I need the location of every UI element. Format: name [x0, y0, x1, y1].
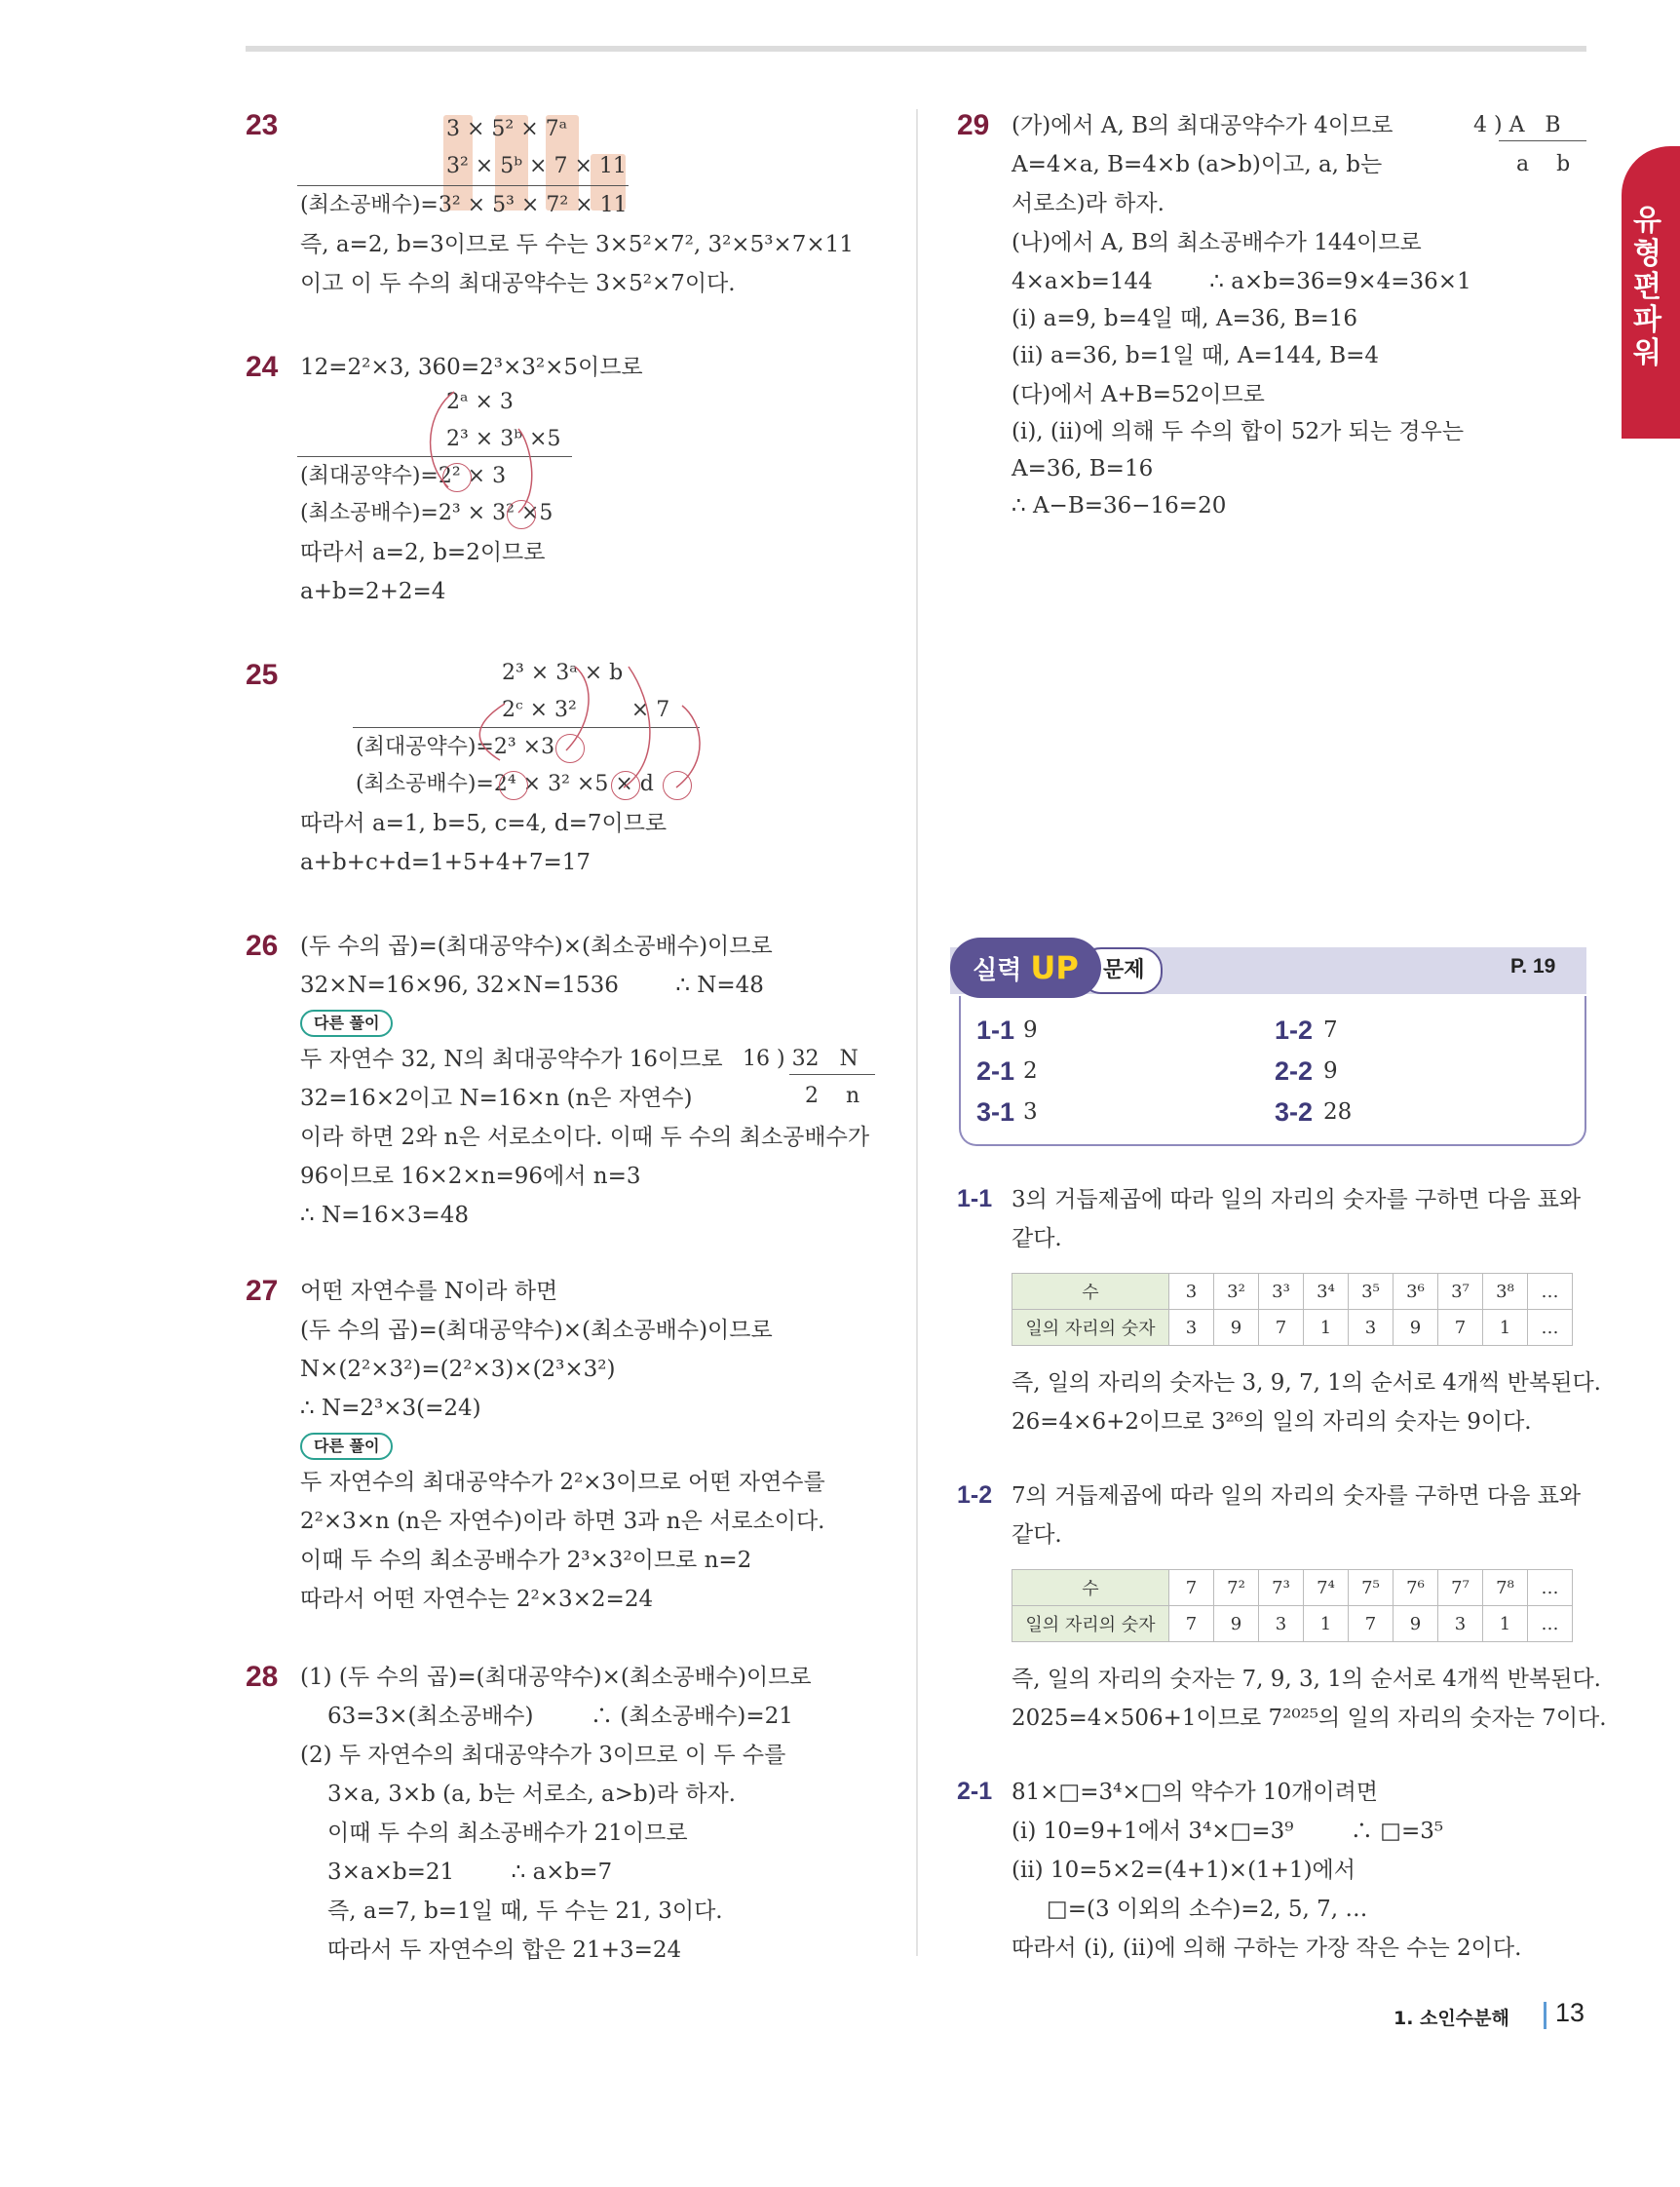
table-cell: 7 [1169, 1606, 1214, 1642]
answer-key: 2-2 [1275, 1056, 1314, 1086]
answer-key: 1-2 [1275, 1016, 1314, 1045]
text-line: 이때 두 수의 최소공배수가 21이므로 [327, 1821, 688, 1846]
answer-value: 7 [1323, 1017, 1338, 1043]
solution-key: 1-1 [957, 1185, 993, 1212]
text-line: a+b+c+d=1+5+4+7=17 [300, 850, 592, 875]
calc-row: 3 × 5² × 7ᵃ [446, 117, 568, 141]
table-cell: 7⁸ [1483, 1570, 1528, 1606]
text-line: 이고 이 두 수의 최대공약수는 3×5²×7이다. [300, 271, 736, 296]
table-cell: 3 [1259, 1606, 1304, 1642]
text-line: ∴ N=2³×3(=24) [300, 1396, 481, 1421]
table-cell: 3⁴ [1304, 1274, 1349, 1310]
answer-value: 28 [1323, 1099, 1353, 1125]
text-line: 32=16×2이고 N=16×n (n은 자연수) [300, 1086, 693, 1111]
table-cell: 9 [1214, 1310, 1259, 1346]
table-cell: … [1528, 1274, 1573, 1310]
answer-value: 9 [1323, 1058, 1338, 1084]
text-line: (두 수의 곱)=(최대공약수)×(최소공배수)이므로 [300, 1318, 773, 1343]
alt-solution-tag: 다른 풀이 [300, 1433, 393, 1460]
table-cell: 7³ [1259, 1570, 1304, 1606]
table-cell: 9 [1394, 1606, 1438, 1642]
text-line: 따라서 (ⅰ), (ⅱ)에 의해 구하는 가장 작은 수는 2이다. [1012, 1936, 1522, 1961]
answer-key: 3-2 [1275, 1097, 1314, 1127]
table-cell: 1 [1483, 1310, 1528, 1346]
arrow-curve [479, 704, 505, 760]
arrow-curve [566, 667, 589, 750]
text-line: 이라 하면 2와 n은 서로소이다. 이때 두 수의 최소공배수가 [300, 1125, 870, 1150]
table-cell: 3⁶ [1394, 1274, 1438, 1310]
text-line: 따라서 어떤 자연수는 2²×3×2=24 [300, 1587, 654, 1612]
calc-row: 2ᵃ × 3 [446, 390, 514, 414]
text-line: 3×a, 3×b (a, b는 서로소, a>b)라 하자. [327, 1782, 736, 1807]
text-line: (가)에서 A, B의 최대공약수가 4이므로 [1012, 113, 1394, 138]
text-line: 두 자연수의 최대공약수가 2²×3이므로 어떤 자연수를 [300, 1470, 825, 1495]
text-line: 즉, 일의 자리의 숫자는 3, 9, 7, 1의 순서로 4개씩 반복된다. [1012, 1370, 1601, 1396]
table-cell: 3 [1438, 1606, 1483, 1642]
text-line: 서로소)라 하자. [1012, 191, 1165, 216]
problem-number: 25 [246, 659, 279, 691]
division-bottom: 2 n [805, 1084, 860, 1108]
text-line: 26=4×6+2이므로 3²⁶의 일의 자리의 숫자는 9이다. [1012, 1409, 1532, 1435]
answer-value: 9 [1023, 1017, 1038, 1043]
division-rule [1499, 140, 1586, 141]
text-line: 7의 거듭제곱에 따라 일의 자리의 숫자를 구하면 다음 표와 [1012, 1483, 1582, 1509]
calc-row: 2³ × 3ᵇ ×5 [446, 427, 561, 451]
text-line: 2²×3×n (n은 자연수)이라 하면 3과 n은 서로소이다. [300, 1509, 825, 1534]
text-line: 즉, a=2, b=3이므로 두 수는 3×5²×7², 3²×5³×7×11 [300, 232, 854, 257]
table-cell: 3 [1169, 1310, 1214, 1346]
text-line: 즉, 일의 자리의 숫자는 7, 9, 3, 1의 순서로 4개씩 반복된다. [1012, 1667, 1601, 1692]
chapter-title: 1. 소인수분해 [1394, 2008, 1509, 2029]
table-cell: 7 [1169, 1570, 1214, 1606]
division-rule [789, 1074, 875, 1075]
table-header: 일의 자리의 숫자 [1012, 1606, 1169, 1642]
text-line: 따라서 a=1, b=5, c=4, d=7이므로 [300, 811, 668, 836]
solution-key: 2-1 [957, 1778, 993, 1805]
text-line: a+b=2+2=4 [300, 579, 446, 604]
upgrade-label [950, 938, 1101, 998]
problem-number: 29 [957, 109, 990, 141]
table-cell: 7 [1259, 1310, 1304, 1346]
division-bottom: a b [1516, 152, 1571, 176]
division-top: 16 ) 32 N [743, 1047, 859, 1071]
table-cell: 3⁵ [1349, 1274, 1394, 1310]
calc-row: (최소공배수)=2⁴ × 3² ×5 × d [356, 772, 654, 796]
problem-number: 27 [246, 1275, 279, 1307]
table-cell: 3 [1169, 1274, 1214, 1310]
text-line: 96이므로 16×2×n=96에서 n=3 [300, 1164, 641, 1189]
calc-row: (최대공약수)=2² × 3 [300, 464, 507, 488]
text-line: (ⅰ) a=9, b=4일 때, A=36, B=16 [1012, 306, 1358, 331]
text-line: □=(3 이외의 소수)=2, 5, 7, … [1047, 1897, 1368, 1922]
answer-value: 3 [1023, 1099, 1038, 1125]
text-line: (나)에서 A, B의 최소공배수가 144이므로 [1012, 230, 1422, 255]
arrow-curve [431, 392, 454, 487]
arrow-curve [624, 667, 650, 787]
table-cell: … [1528, 1310, 1573, 1346]
answer-key: 1-1 [976, 1016, 1015, 1045]
text-line: 81×□=3⁴×□의 약수가 10개이려면 [1012, 1780, 1379, 1805]
table-cell: 7 [1349, 1606, 1394, 1642]
text-line: (1) (두 수의 곱)=(최대공약수)×(최소공배수)이므로 [300, 1665, 812, 1690]
text-line: 4×a×b=144 ∴ a×b=36=9×4=36×1 [1012, 269, 1471, 294]
table-cell: … [1528, 1570, 1573, 1606]
table-cell: 3⁷ [1438, 1274, 1483, 1310]
upgrade-sublabel: 문제 [1080, 947, 1163, 994]
table-cell: 3 [1349, 1310, 1394, 1346]
text-line: A=36, B=16 [1012, 456, 1154, 481]
text-line: 32×N=16×96, 32×N=1536 ∴ N=48 [300, 973, 764, 998]
table-cell: … [1528, 1606, 1573, 1642]
side-tab-label: 유형편 파워 [1633, 204, 1661, 370]
upgrade-label-text: 실력 [973, 956, 1022, 985]
calc-row: (최대공약수)=2³ ×3 [356, 735, 555, 759]
alt-solution-tag: 다른 풀이 [300, 1010, 393, 1037]
calc-row: (최소공배수)=3² × 5³ × 7² × 11 [300, 193, 628, 217]
text-line: (ⅰ), (ⅱ)에 의해 두 수의 합이 52가 되는 경우는 [1012, 419, 1465, 444]
upgrade-page-ref: P. 19 [1510, 955, 1556, 978]
table-cell: 7² [1214, 1570, 1259, 1606]
text-line: 63=3×(최소공배수) ∴ (최소공배수)=21 [327, 1704, 793, 1729]
table-cell: 7⁶ [1394, 1570, 1438, 1606]
table-cell: 9 [1214, 1606, 1259, 1642]
answer-key: 3-1 [976, 1097, 1015, 1127]
table-header: 수 [1012, 1570, 1169, 1606]
text-line: 따라서 a=2, b=2이므로 [300, 540, 546, 565]
text-line: (ⅱ) a=36, b=1일 때, A=144, B=4 [1012, 343, 1380, 368]
table-cell: 7⁵ [1349, 1570, 1394, 1606]
arrow-curve [518, 429, 532, 513]
footer-separator [1544, 2002, 1546, 2029]
text-line: (ⅱ) 10=5×2=(4+1)×(1+1)에서 [1012, 1858, 1355, 1883]
text-line: 12=2²×3, 360=2³×3²×5이므로 [300, 355, 643, 380]
answer-box [959, 996, 1586, 1146]
text-line: (2) 두 자연수의 최대공약수가 3이므로 이 두 수를 [300, 1743, 786, 1768]
problem-number: 28 [246, 1661, 279, 1693]
text-line: 이때 두 수의 최소공배수가 2³×3²이므로 n=2 [300, 1548, 752, 1573]
table-cell: 1 [1483, 1606, 1528, 1642]
units-digit-table [1012, 1569, 1573, 1642]
table-cell: 7 [1438, 1310, 1483, 1346]
table-cell: 3³ [1259, 1274, 1304, 1310]
text-line: 같다. [1012, 1522, 1062, 1548]
text-line: A=4×a, B=4×b (a>b)이고, a, b는 [1012, 152, 1383, 177]
arrow-curve [676, 706, 700, 787]
table-cell: 7⁷ [1438, 1570, 1483, 1606]
text-line: 따라서 두 자연수의 합은 21+3=24 [327, 1938, 682, 1963]
problem-number: 26 [246, 930, 279, 962]
text-line: 두 자연수 32, N의 최대공약수가 16이므로 [300, 1047, 723, 1072]
text-line: (두 수의 곱)=(최대공약수)×(최소공배수)이므로 [300, 934, 773, 959]
text-line: ∴ N=16×3=48 [300, 1203, 470, 1228]
table-cell: 1 [1304, 1310, 1349, 1346]
text-line: N×(2²×3²)=(2²×3)×(2³×3²) [300, 1357, 616, 1382]
text-line: 3×a×b=21 ∴ a×b=7 [327, 1860, 613, 1885]
table-cell: 1 [1304, 1606, 1349, 1642]
text-line: (ⅰ) 10=9+1에서 3⁴×□=3⁹ ∴ □=3⁵ [1012, 1819, 1444, 1844]
text-line: 어떤 자연수를 N이라 하면 [300, 1279, 558, 1304]
table-cell: 9 [1394, 1310, 1438, 1346]
text-line: 같다. [1012, 1226, 1062, 1251]
table-header: 수 [1012, 1274, 1169, 1310]
problem-number: 24 [246, 351, 279, 383]
problem-number: 23 [246, 109, 279, 141]
text-line: 3의 거듭제곱에 따라 일의 자리의 숫자를 구하면 다음 표와 [1012, 1187, 1582, 1212]
table-header: 일의 자리의 숫자 [1012, 1310, 1169, 1346]
answer-key: 2-1 [976, 1056, 1015, 1086]
text-line: 2025=4×506+1이므로 7²⁰²⁵의 일의 자리의 숫자는 7이다. [1012, 1706, 1607, 1731]
answer-value: 2 [1023, 1058, 1038, 1084]
calc-row: (최소공배수)=2³ × 3² ×5 [300, 501, 554, 525]
table-cell: 3⁸ [1483, 1274, 1528, 1310]
text-line: (다)에서 A+B=52이므로 [1012, 382, 1265, 407]
calc-row: 3² × 5ᵇ × 7 × 11 [446, 154, 627, 178]
solution-key: 1-2 [957, 1481, 993, 1509]
division-top: 4 ) A B [1473, 113, 1561, 137]
calc-row: 2ᶜ × 3² × 7 [502, 698, 670, 722]
page-number: 13 [1555, 1998, 1585, 2027]
table-cell: 3² [1214, 1274, 1259, 1310]
table-cell: 7⁴ [1304, 1570, 1349, 1606]
calc-row: 2³ × 3ᵃ × b [502, 661, 624, 685]
text-line: 즉, a=7, b=1일 때, 두 수는 21, 3이다. [327, 1899, 723, 1924]
text-line: ∴ A−B=36−16=20 [1012, 493, 1227, 518]
units-digit-table [1012, 1273, 1573, 1346]
upgrade-label-up: UP [1030, 949, 1079, 986]
